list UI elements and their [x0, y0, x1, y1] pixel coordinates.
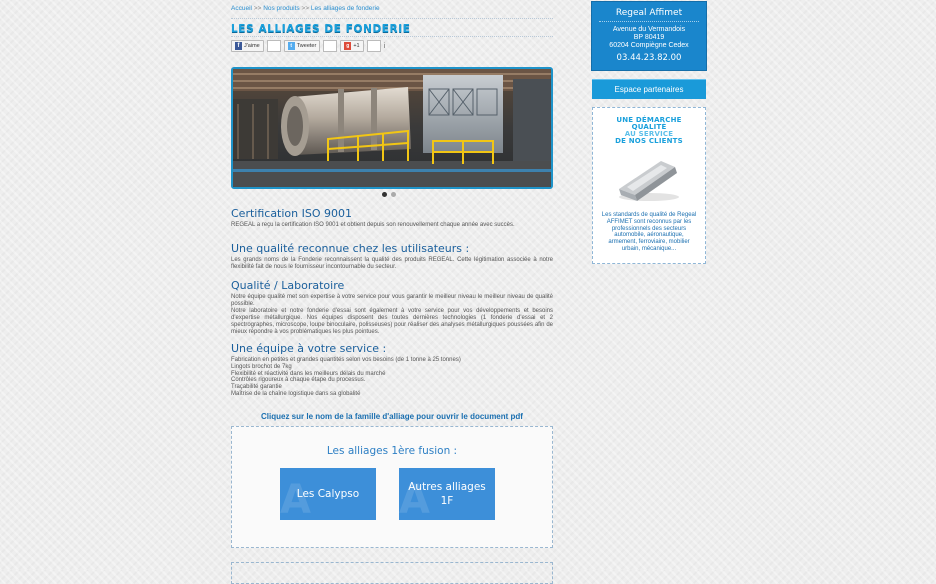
section-title: Une qualité reconnue chez les utilisateurs : — [231, 242, 470, 255]
section-text: Notre équipe qualité met son expertise à votre service pour vous garantir le meilleur niveau le meilleur niveau de qualité possible. — [231, 294, 553, 307]
google-plus-button[interactable] — [340, 40, 363, 52]
pdf-instruction: Cliquez sur le nom de la famille d'alliage pour ouvrir le document pdf — [261, 412, 523, 421]
section-text-2: Notre laboratoire et notre fonderie d'essai sont également à votre service pour vos développements et besoins d'expertise métallurgique. Nos équipes disposent des toutes dernières technologies (1 fonderie d'essai et 2 spectrographes, microscope, loupe binoculaire, polisseuses) pour réaliser des analyses métallurgiques poussées afin de mieux répondre à vos problématiques les plus pointues. — [231, 308, 553, 335]
google-plus-count — [367, 40, 381, 52]
list-item: Lingots brochot de 7kg — [231, 363, 292, 370]
slider-dot-2[interactable] — [391, 192, 396, 197]
quality-heading-line: QUALITÉ — [631, 123, 667, 131]
other-alloys-button[interactable] — [399, 468, 495, 520]
slider-pagination — [382, 192, 396, 197]
page-title: LES ALLIAGES DE FONDERIE — [231, 23, 411, 35]
quality-heading-line: UNE DÉMARCHE — [616, 116, 682, 124]
twitter-icon: t — [288, 42, 295, 50]
divider — [231, 18, 553, 19]
facebook-like-count — [267, 40, 281, 52]
second-box — [231, 562, 553, 584]
calypso-button[interactable] — [280, 468, 376, 520]
section-title: Qualité / Laboratoire — [231, 279, 345, 292]
section-team — [231, 342, 553, 398]
section-title: Certification ISO 9001 — [231, 207, 352, 220]
social-share-bar — [231, 40, 385, 52]
quality-heading-line: DE NOS CLIENTS — [615, 137, 683, 145]
quality-heading-line: AU SERVICE — [624, 130, 674, 138]
calypso-label: Les Calypso — [296, 488, 360, 500]
facebook-like-button[interactable] — [231, 40, 264, 52]
section-iso — [231, 207, 553, 229]
regeal-logo-icon: A — [399, 477, 430, 520]
team-list — [231, 357, 553, 398]
list-item: Traçabilité garantie — [231, 384, 282, 391]
info-icon[interactable]: i — [383, 42, 386, 50]
breadcrumb-home-link[interactable]: Accueil — [231, 5, 252, 12]
address-line: Avenue du Vermandois — [612, 26, 686, 33]
phone-number[interactable]: 03.44.23.82.00 — [616, 53, 682, 63]
tweet-button[interactable] — [284, 40, 321, 52]
list-item: Flexibilité et réactivité dans les meilleurs délais du marché — [231, 370, 386, 377]
divider — [599, 21, 699, 22]
address-line: BP 80419 — [633, 34, 665, 41]
list-item: Fabrication en petites et grandes quantités selon vos besoins (de 1 tonne à 25 tonnes) — [231, 357, 461, 363]
alloy-families-title: Les alliages 1ère fusion : — [326, 445, 458, 457]
list-item: Maîtrise de la chaîne logistique dans sa globalité — [231, 390, 361, 397]
breadcrumb-separator: >> — [299, 5, 311, 12]
quality-promo[interactable] — [592, 107, 706, 264]
company-name: Regeal Affimet — [615, 8, 683, 18]
tweet-label: Tweeter — [296, 43, 317, 49]
section-title: Une équipe à votre service : — [231, 342, 387, 355]
divider — [231, 36, 553, 37]
regeal-logo-icon: A — [280, 477, 311, 520]
google-plus-icon: g — [346, 43, 350, 49]
quality-text: Les standards de qualité de Regeal AFFIMET sont reconnus par les professionnels des secteurs automobile, aéronautique, armement, ferroviaire, mobilier urbain, mécanique... — [601, 212, 697, 252]
alloy-families-box — [231, 426, 553, 548]
facebook-like-label: J'aime — [244, 43, 260, 49]
section-quality-recognized — [231, 242, 553, 270]
image-slider[interactable] — [231, 67, 553, 189]
section-laboratory — [231, 279, 553, 335]
breadcrumb-products-link[interactable]: Nos produits — [263, 5, 300, 12]
slider-dot-1[interactable] — [382, 192, 387, 197]
section-text: Les grands noms de la Fonderie reconnaissent la qualité des produits REGEAL. Cette légitimation associée à notre flexibilité fait de nous le fournisseur incontournable du secteur. — [231, 257, 553, 270]
facebook-icon: f — [235, 42, 242, 50]
other-alloys-label: Autres alliages 1F — [408, 481, 486, 507]
breadcrumb-separator: >> — [251, 5, 264, 12]
breadcrumb — [231, 5, 380, 12]
ingot-image — [609, 151, 689, 203]
section-text: REGEAL a reçu la certification ISO 9001 et obtient depuis son renouvellement chaque année avec succès. — [231, 222, 515, 228]
list-item: Contrôles rigoureux à chaque étape du processus. — [231, 377, 366, 384]
google-plus-label: +1 — [353, 43, 360, 49]
tweet-count — [323, 40, 337, 52]
address-line: 60204 Compiègne Cedex — [609, 42, 689, 49]
foundry-photo — [233, 69, 551, 187]
breadcrumb-current[interactable]: Les alliages de fonderie — [310, 5, 380, 12]
contact-block — [592, 2, 706, 70]
quality-heading — [593, 117, 705, 145]
partners-button[interactable]: Espace partenaires — [592, 79, 706, 99]
